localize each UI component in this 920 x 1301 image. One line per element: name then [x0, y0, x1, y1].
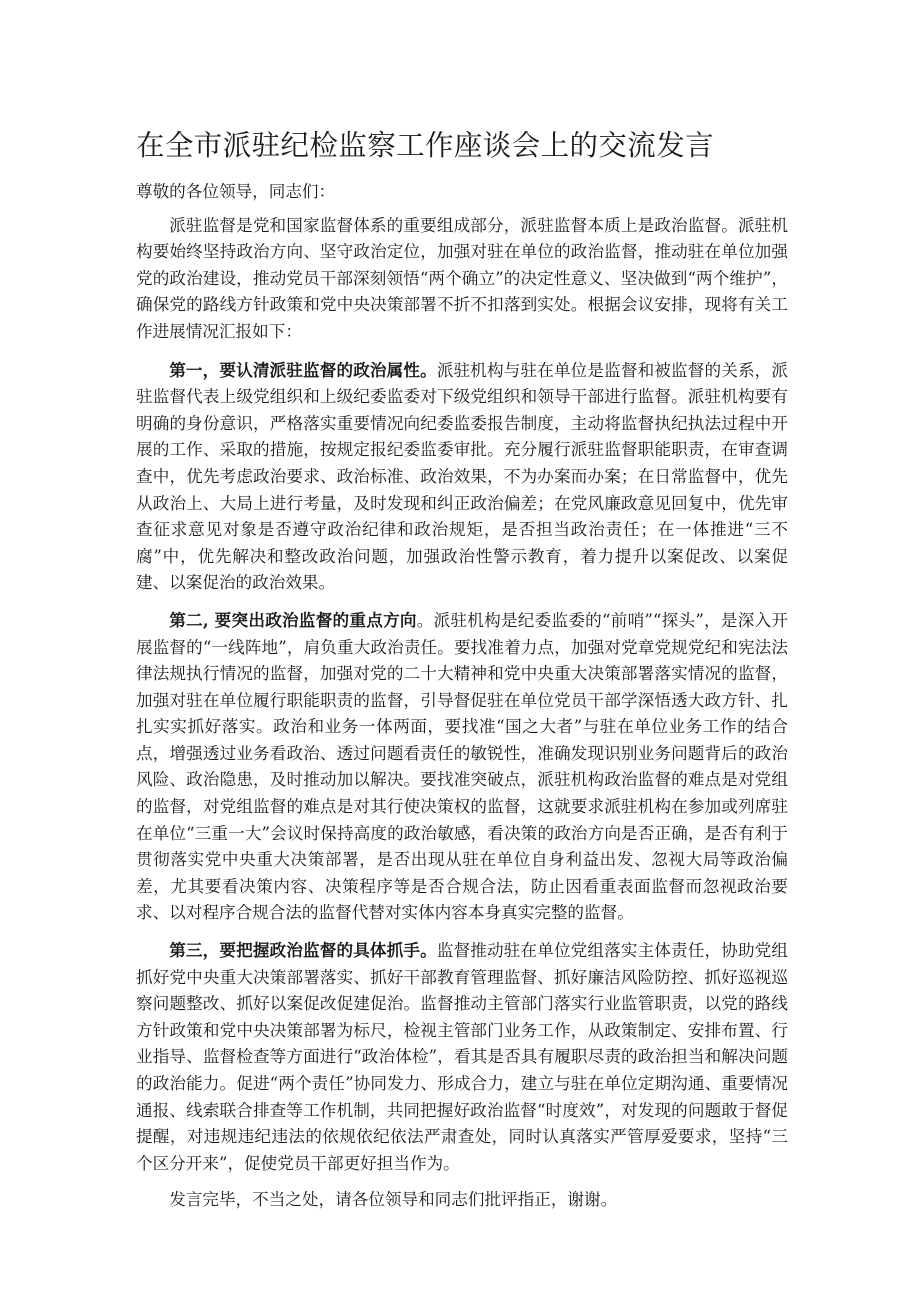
section-1-paragraph: [136, 357, 788, 597]
section-3-paragraph: [136, 937, 788, 1177]
closing-paragraph: 发言完毕，不当之处，请各位领导和同志们批评指正，谢谢。: [169, 1190, 618, 1210]
intro-paragraph: 派驻监督是党和国家监督体系的重要组成部分，派驻监督本质上是政治监督。派驻机构要始终坚持政治方向、坚守政治定位，加强对驻在单位的政治监督，推动驻在单位加强党的政治建设，推动党员干部深刻领悟“两个确立”的决定性意义、坚决做到“两个维护”，确保党的路线方针政策和党中央决策部署不折不扣落到实处。根据会议安排，现将有关工作进展情况汇报如下：: [136, 215, 788, 341]
section-2-body: 。派驻机构是纪委监委的“前哨”“探头”，是深入开展监督的“一线阵地”，肩负重大政治责任。要找准着力点，加强对党章党规党纪和宪法法律法规执行情况的监督，加强对党的二十大精神和党中央重大决策部署落实情况的监督，加强对驻在单位履行职能职责的监督，引导督促驻在单位党员干部学深悟透大政方针、扎扎实实抓好落实。政治和业务一体两面，要找准“国之大者”与驻在单位业务工作的结合点，增强透过业务看政治、透过问题看责任的敏锐性，准确发现识别业务问题背后的政治风险、政治隐患，及时推动加以解决。要找准突破点，派驻机构政治监督的难点是对党组的监督，对党组监督的难点是对其行使决策权的监督，这就要求派驻机构在参加或列席驻在单位“三重一大”会议时保持高度的政治敏感，看决策的政治方向是否正确，是否有利于贯彻落实党中央重大决策部署，是否出现从驻在单位自身利益出发、忽视大局等政治偏差，尤其要看决策内容、决策程序等是否合规合法，防止因看重表面监督而忽视政治要求、以对程序合规合法的监督代替对实体内容本身真实完整的监督。: [136, 610, 788, 923]
section-1-heading: 第一，要认清派驻监督的政治属性。: [169, 359, 437, 380]
section-2-paragraph: [136, 607, 788, 927]
salutation: 尊敬的各位领导，同志们：: [136, 182, 336, 201]
document-title: 在全市派驻纪检监察工作座谈会上的交流发言: [136, 129, 715, 162]
document-body: [136, 179, 788, 1224]
section-3-heading: 第三，要把握政治监督的具体抓手。: [169, 940, 437, 961]
section-2-heading: 第二, 要突出政治监督的重点方向: [169, 609, 417, 630]
section-1-body: 派驻机构与驻在单位是监督和被监督的关系，派驻监督代表上级党组织和上级纪委监委对下级党组织和领导干部进行监督。派驻机构要有明确的身份意识，严格落实重要情况向纪委监委报告制度，主动将监督执纪执法过程中开展的工作、采取的措施，按规定报纪委监委审批。充分履行派驻监督职能职责，在审查调查中，优先考虑政治要求、政治标准、政治效果，不为办案而办案；在日常监督中，优先从政治上、大局上进行考量，及时发现和纠正政治偏差；在党风廉政意见回复中，优先审查征求意见对象是否遵守政治纪律和政治规矩，是否担当政治责任；在一体推进“三不腐”中，优先解决和整改政治问题，加强政治性警示教育，着力提升以案促改、以案促建、以案促治的政治效果。: [136, 360, 789, 593]
section-3-body: 监督推动驻在单位党组落实主体责任，协助党组抓好党中央重大决策部署落实、抓好干部教育管理监督、抓好廉洁风险防控、抓好巡视巡察问题整改、抓好以案促改促建促治。监督推动主管部门落实行业监管职责，以党的路线方针政策和党中央决策部署为标尺，检视主管部门业务工作，从政策制定、安排布置、行业指导、监督检查等方面进行“政治体检”，看其是否具有履职尽责的政治担当和解决问题的政治能力。促进“两个责任”协同发力、形成合力，建立与驻在单位定期沟通、重要情况通报、线索联合排查等工作机制，共同把握好政治监督“时度效”，对发现的问题敢于督促提醒，对违规违纪违法的依规依纪依法严肃查处，同时认真落实严管厚爱要求，坚持“三个区分开来”，促使党员干部更好担当作为。: [136, 941, 789, 1173]
